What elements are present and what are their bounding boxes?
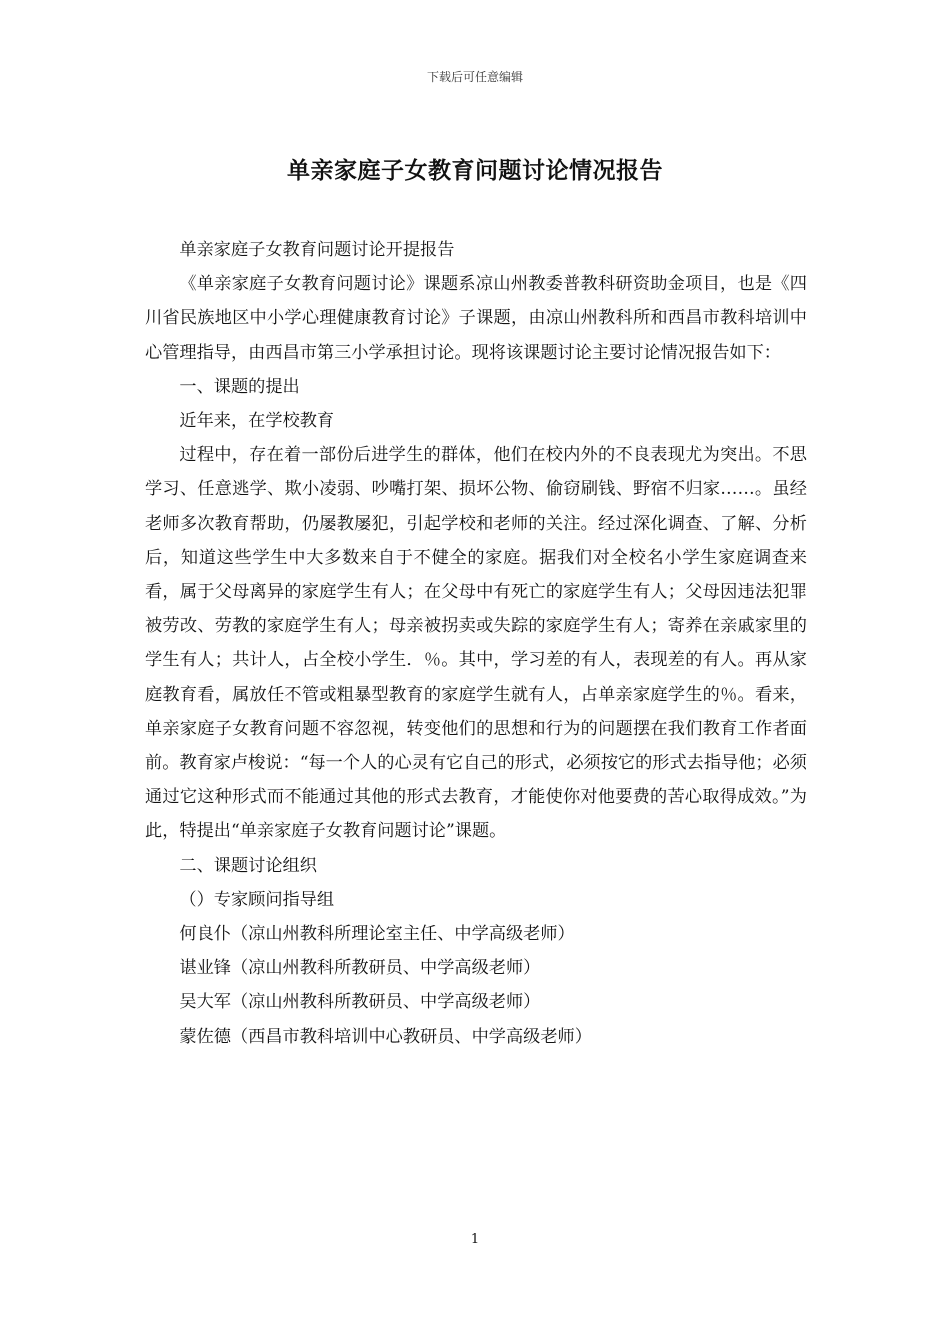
paragraph-intro: 《单亲家庭子女教育问题讨论》课题系凉山州教委普教科研资助金项目，也是《四川省民族地区中小学心理健康教育讨论》子课题，由凉山州教科所和西昌市教科培训中心管理指导，由西昌市第三小学承担讨论。现将该课题讨论主要讨论情况报告如下：: [145, 274, 807, 363]
advisor-item: 吴大军（凉山州教科所教研员、中学高级老师）: [179, 992, 541, 1013]
header-note: 下载后可任意编辑: [426, 70, 523, 84]
advisor-item: 谌业锋（凉山州教科所教研员、中学高级老师）: [179, 958, 541, 979]
paragraph-recent-years: 近年来，在学校教育: [179, 411, 335, 432]
paragraph-background: 过程中，存在着一部份后进学生的群体，他们在校内外的不良表现尤为突出。不思学习、任意逃学、欺小凌弱、吵嘴打架、损坏公物、偷窃刷钱、野宿不归家……。虽经老师多次教育帮助，仍屡教屡犯，引起学校和老师的关注。经过深化调查、了解、分析后，知道这些学生中大多数来自于不健全的家庭。据我们对全校名小学生家庭调查来看，属于父母离异的家庭学生有人；在父母中有死亡的家庭学生有人；父母因违法犯罪被劳改、劳教的家庭学生有人；母亲被拐卖或失踪的家庭学生有人；寄养在亲戚家里的学生有人；共计人，占全校小学生．％。其中，学习差的有人，表现差的有人。再从家庭教育看，属放任不管或粗暴型教育的家庭学生就有人，占单亲家庭学生的％。看来，单亲家庭子女教育问题不容忽视，转变他们的思想和行为的问题摆在我们教育工作者面前。教育家卢梭说：“每一个人的心灵有它自己的形式，必须按它的形式去指导他；必须通过它这种形式而不能通过其他的形式去教育，才能使你对他要费的苦心取得成效。”为此，特提出“单亲家庭子女教育问题讨论”课题。: [145, 445, 807, 842]
section-heading-2: 二、课题讨论组织: [179, 855, 317, 876]
document-body: [145, 233, 807, 1054]
advisor-item: 蒙佐德（西昌市教科培训中心教研员、中学高级老师）: [179, 1026, 592, 1047]
advisor-item: 何良仆（凉山州教科所理论室主任、中学高级老师）: [179, 924, 575, 945]
page-number: 1: [470, 1232, 480, 1247]
section-heading-1: 一、课题的提出: [179, 376, 300, 397]
paragraph-subtitle: 单亲家庭子女教育问题讨论开提报告: [179, 240, 455, 260]
document-title: 单亲家庭子女教育问题讨论情况报告: [287, 157, 663, 184]
subsection-heading-advisors: （）专家顾问指导组: [179, 889, 335, 910]
